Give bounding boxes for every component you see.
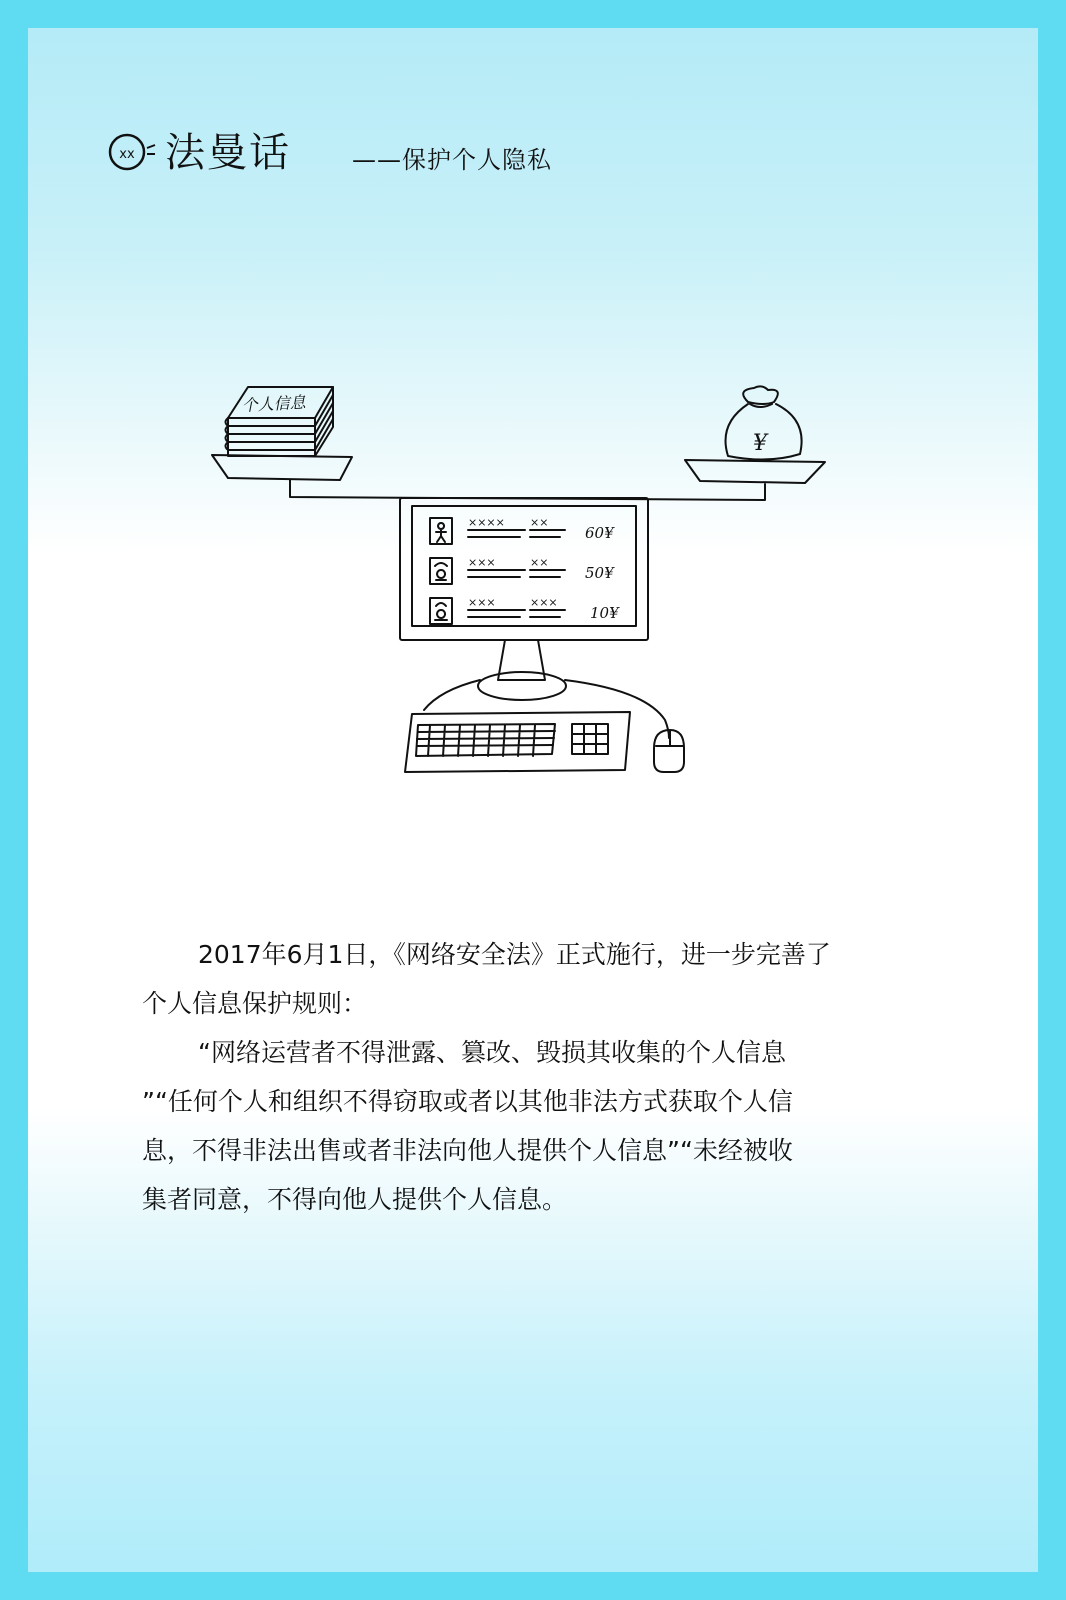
svg-text:××: ×× [530, 556, 549, 569]
paragraph-2-line-2: ”“任何个人和组织不得窃取或者以其他非法方式获取个人信 [142, 1087, 793, 1116]
mouse-icon [654, 730, 684, 772]
svg-text:××××: ×××× [468, 516, 505, 529]
svg-text:×××: ××× [530, 596, 558, 609]
svg-text:×××: ××× [468, 596, 496, 609]
paragraph-1-line-2: 个人信息保护规则： [142, 989, 368, 1018]
price-2: 50¥ [585, 564, 614, 582]
scale-computer-illustration [200, 380, 860, 800]
svg-text:×××: ××× [468, 556, 496, 569]
left-plate [212, 455, 352, 480]
paragraph-1-line-1: 2017年6月1日，《网络安全法》正式施行，进一步完善了 [198, 940, 831, 969]
logo [105, 128, 315, 178]
logo-text: 法曼话 [165, 130, 291, 176]
paragraph-2-line-3: 息，不得非法出售或者非法向他人提供个人信息”“未经被收 [142, 1136, 793, 1165]
book-label: 个人信息 [241, 392, 307, 415]
price-3: 10¥ [590, 604, 619, 622]
money-symbol: ¥ [753, 431, 767, 456]
cable [424, 680, 669, 738]
svg-text:××: ×× [530, 516, 549, 529]
svg-text:xx: xx [119, 147, 135, 162]
page-subtitle: ——保护个人隐私 [352, 146, 552, 174]
paragraph-2-line-4: 集者同意，不得向他人提供个人信息。 [142, 1185, 568, 1214]
price-1: 60¥ [585, 524, 614, 542]
illustration-svg [200, 380, 860, 800]
right-plate [685, 460, 825, 483]
face-icon [105, 128, 165, 178]
article-body [142, 930, 932, 1224]
paragraph-2-line-1: “网络运营者不得泄露、篡改、毁损其收集的个人信息 [198, 1038, 786, 1067]
